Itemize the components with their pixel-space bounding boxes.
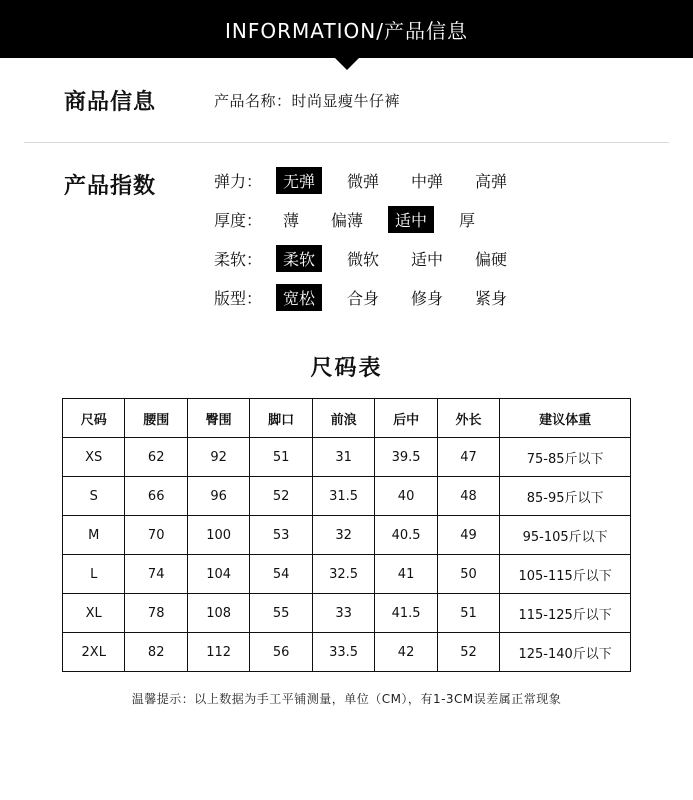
- index-option-selected: 无弹: [276, 167, 322, 194]
- table-cell: 82: [125, 633, 187, 672]
- table-cell: 51: [437, 594, 499, 633]
- index-option: 薄: [283, 211, 300, 230]
- table-cell: 2XL: [63, 633, 125, 672]
- table-cell: 42: [375, 633, 437, 672]
- table-cell: 48: [437, 477, 499, 516]
- product-info-text: 产品名称：时尚显瘦牛仔裤: [214, 91, 401, 110]
- product-index-label: 产品指数: [64, 174, 157, 199]
- index-option: 高弹: [475, 172, 508, 191]
- index-row-label: 厚度：: [214, 211, 263, 230]
- banner-title: INFORMATION/产品信息: [225, 18, 468, 43]
- table-cell: 96: [187, 477, 249, 516]
- table-header-row: [63, 399, 631, 438]
- index-option: 偏薄: [331, 211, 364, 230]
- index-row: [214, 206, 669, 233]
- table-column-header: 建议体重: [500, 399, 631, 438]
- index-option: 微弹: [347, 172, 380, 191]
- index-option: 合身: [347, 289, 380, 308]
- table-cell: 105-115斤以下: [500, 555, 631, 594]
- size-chart-title: 尺码表: [310, 356, 383, 381]
- table-cell: 55: [250, 594, 312, 633]
- table-cell: 50: [437, 555, 499, 594]
- table-row: [63, 477, 631, 516]
- index-option: 微软: [347, 250, 380, 269]
- table-cell: L: [63, 555, 125, 594]
- table-column-header: 后中: [375, 399, 437, 438]
- table-cell: 95-105斤以下: [500, 516, 631, 555]
- table-cell: 52: [250, 477, 312, 516]
- table-cell: XS: [63, 438, 125, 477]
- table-column-header: 尺码: [63, 399, 125, 438]
- index-option: 适中: [411, 250, 444, 269]
- index-option-selected: 柔软: [276, 245, 322, 272]
- table-cell: 52: [437, 633, 499, 672]
- table-cell: 62: [125, 438, 187, 477]
- table-cell: 100: [187, 516, 249, 555]
- table-cell: 32.5: [312, 555, 374, 594]
- size-chart-wrap: [0, 398, 693, 672]
- table-cell: 125-140斤以下: [500, 633, 631, 672]
- product-index-rows: [214, 167, 669, 311]
- size-chart-table: [62, 398, 631, 672]
- table-row: [63, 594, 631, 633]
- size-chart-footnote: 温馨提示：以上数据为手工平铺测量，单位（CM），有1-3CM误差属正常现象: [131, 692, 562, 706]
- index-option: 中弹: [411, 172, 444, 191]
- table-cell: 70: [125, 516, 187, 555]
- banner-arrow-icon: [334, 57, 360, 70]
- table-column-header: 前浪: [312, 399, 374, 438]
- table-cell: 39.5: [375, 438, 437, 477]
- table-cell: 75-85斤以下: [500, 438, 631, 477]
- table-cell: 104: [187, 555, 249, 594]
- table-cell: M: [63, 516, 125, 555]
- index-option-selected: 适中: [388, 206, 434, 233]
- table-cell: 49: [437, 516, 499, 555]
- table-row: [63, 633, 631, 672]
- index-option-selected: 宽松: [276, 284, 322, 311]
- index-option: 修身: [411, 289, 444, 308]
- table-row: [63, 516, 631, 555]
- table-cell: 115-125斤以下: [500, 594, 631, 633]
- table-cell: 47: [437, 438, 499, 477]
- table-cell: 33.5: [312, 633, 374, 672]
- table-cell: 41: [375, 555, 437, 594]
- table-cell: 51: [250, 438, 312, 477]
- table-cell: 31: [312, 438, 374, 477]
- table-cell: 31.5: [312, 477, 374, 516]
- index-option: 偏硬: [475, 250, 508, 269]
- table-cell: 78: [125, 594, 187, 633]
- product-index-section: [0, 143, 693, 333]
- table-cell: 112: [187, 633, 249, 672]
- product-info-label: 商品信息: [64, 89, 157, 115]
- index-row: [214, 245, 669, 272]
- table-column-header: 外长: [437, 399, 499, 438]
- table-cell: 85-95斤以下: [500, 477, 631, 516]
- index-row-label: 版型：: [214, 289, 263, 308]
- table-column-header: 腰围: [125, 399, 187, 438]
- table-column-header: 臀围: [187, 399, 249, 438]
- table-cell: XL: [63, 594, 125, 633]
- index-row-label: 弹力：: [214, 172, 263, 191]
- table-cell: 32: [312, 516, 374, 555]
- table-column-header: 脚口: [250, 399, 312, 438]
- table-cell: 41.5: [375, 594, 437, 633]
- index-row: [214, 284, 669, 311]
- table-cell: 92: [187, 438, 249, 477]
- table-cell: 66: [125, 477, 187, 516]
- index-option: 紧身: [475, 289, 508, 308]
- table-cell: 40: [375, 477, 437, 516]
- table-row: [63, 438, 631, 477]
- index-row: [214, 167, 669, 194]
- table-cell: 54: [250, 555, 312, 594]
- information-banner: [0, 0, 693, 58]
- table-cell: 33: [312, 594, 374, 633]
- index-option: 厚: [459, 211, 476, 230]
- product-info-section: [0, 58, 693, 142]
- table-body: [63, 438, 631, 672]
- table-cell: 40.5: [375, 516, 437, 555]
- table-cell: 108: [187, 594, 249, 633]
- index-row-label: 柔软：: [214, 250, 263, 269]
- table-row: [63, 555, 631, 594]
- table-cell: S: [63, 477, 125, 516]
- table-cell: 53: [250, 516, 312, 555]
- table-cell: 56: [250, 633, 312, 672]
- table-cell: 74: [125, 555, 187, 594]
